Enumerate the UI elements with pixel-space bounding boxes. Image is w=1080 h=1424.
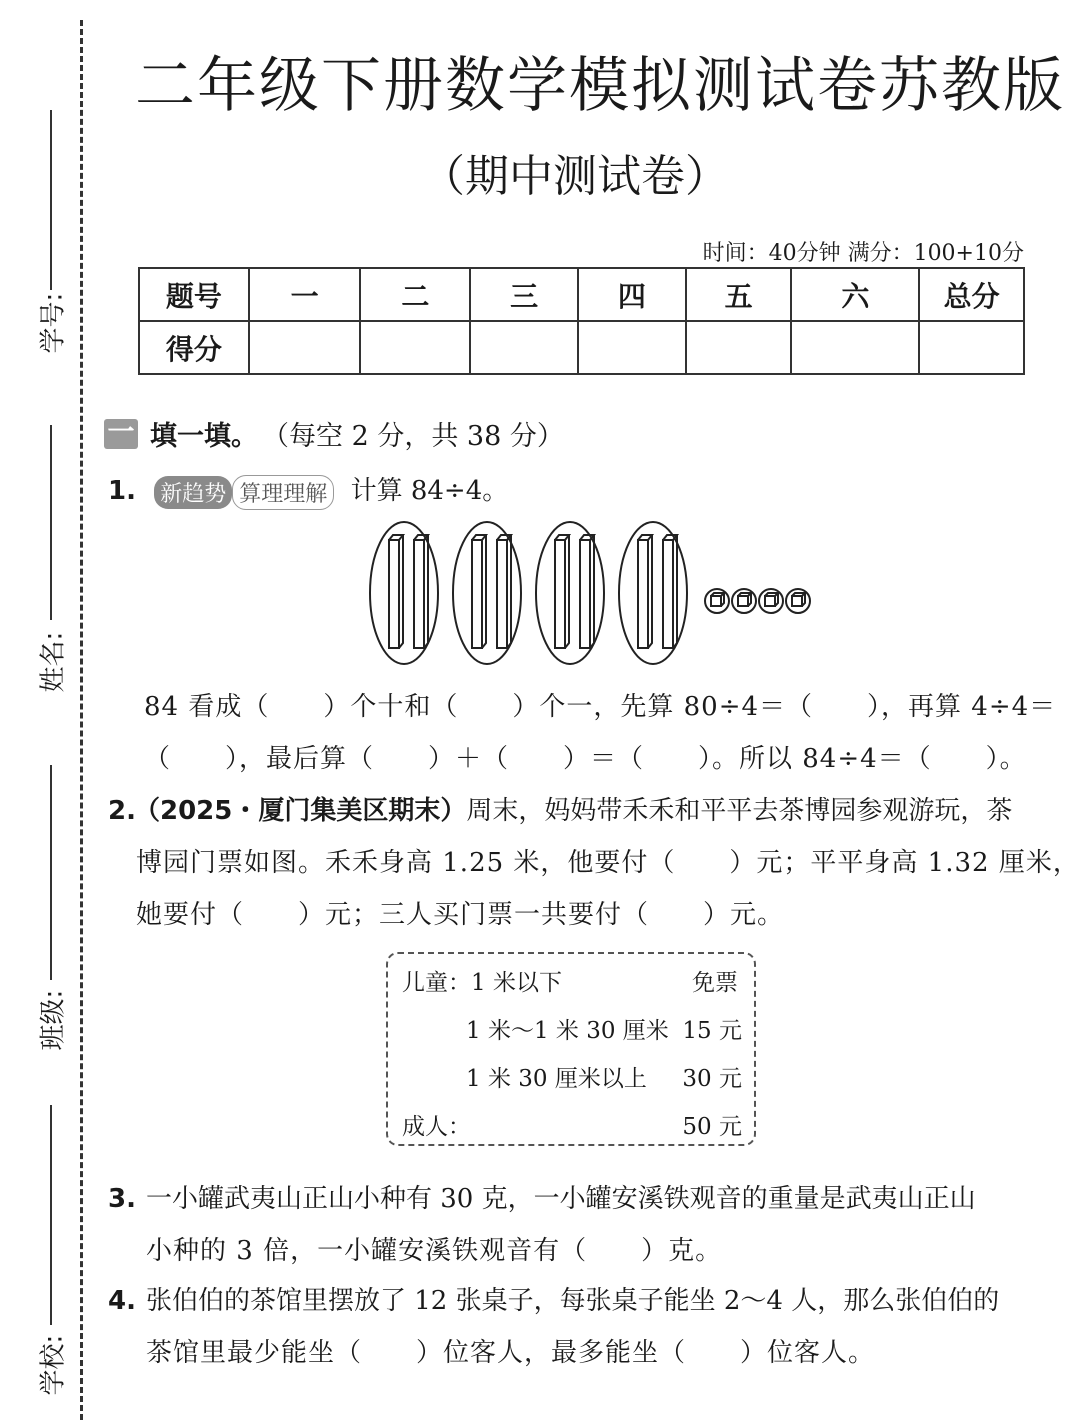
- ticket-row-price: 15 元: [682, 1018, 742, 1044]
- score-input-cell[interactable]: [470, 321, 578, 374]
- score-table-score-row: [139, 321, 1024, 374]
- section-badge: 一: [104, 419, 138, 449]
- place-value-figure: [360, 518, 830, 668]
- score-input-cell[interactable]: [249, 321, 361, 374]
- student-name-line: [50, 425, 52, 620]
- question-4-prompt: [108, 1280, 999, 1317]
- score-row-label: 得分: [139, 321, 249, 374]
- section-heading: [104, 414, 564, 453]
- score-table-header-row: [139, 268, 1024, 321]
- score-input-cell[interactable]: [686, 321, 792, 374]
- score-input-cell[interactable]: [360, 321, 470, 374]
- question-2-blank-line-3[interactable]: 她要付（ ）元；三人买门票一共要付（ ）元。: [136, 900, 785, 930]
- school-line: [50, 1105, 52, 1325]
- question-4-blank-line-2[interactable]: 茶馆里最少能坐（ ）位客人，最多能坐（ ）位客人。: [146, 1338, 876, 1368]
- score-input-cell[interactable]: [919, 321, 1024, 374]
- page-title: 二年级下册数学模拟测试卷苏教版: [135, 51, 1065, 121]
- question-3-blank-line-2[interactable]: 小种的 3 倍，一小罐安溪铁观音有（ ）克。: [146, 1236, 723, 1266]
- question-text: 一小罐武夷山正山小种有 30 克，一小罐安溪铁观音的重量是武夷山正山: [146, 1184, 976, 1214]
- student-id-field[interactable]: [30, 110, 70, 370]
- page-subtitle: （期中测试卷）: [421, 151, 729, 202]
- score-header-cell: 六: [791, 268, 919, 321]
- score-input-cell[interactable]: [578, 321, 686, 374]
- ticket-row-label: 1 米 30 厘米以上: [466, 1066, 647, 1092]
- tag-new-trend: 新趋势: [154, 476, 232, 509]
- ticket-price-box: [386, 952, 756, 1146]
- question-2-prompt: [108, 790, 1012, 827]
- ten-group-4: [619, 522, 687, 664]
- ticket-row-price: 免票: [692, 970, 738, 996]
- score-input-cell[interactable]: [791, 321, 919, 374]
- school-label: 学校:: [38, 1334, 69, 1396]
- ten-group-2: [453, 522, 521, 664]
- score-table: [138, 267, 1025, 375]
- score-header-cell: 一: [249, 268, 361, 321]
- time-score-info: 时间：40分钟 满分：100+10分: [702, 241, 1024, 266]
- question-3-prompt: [108, 1178, 976, 1215]
- question-text: 张伯伯的茶馆里摆放了 12 张桌子，每张桌子能坐 2～4 人，那么张伯伯的: [146, 1286, 1000, 1316]
- score-header-cell: 四: [578, 268, 686, 321]
- class-label: 班级:: [38, 989, 69, 1051]
- score-header-cell: 题号: [139, 268, 249, 321]
- question-1-blank-line-1[interactable]: 84 看成（ ）个十和（ ）个一，先算 80÷4＝（ ），再算 4÷4＝: [144, 692, 1057, 722]
- student-name-field[interactable]: [30, 425, 70, 705]
- question-number: 3.: [108, 1184, 136, 1214]
- question-1-blank-line-2[interactable]: （ ），最后算（ ）＋（ ）＝（ ）。所以 84÷4＝（ ）。: [144, 744, 1027, 774]
- question-text: 计算 84÷4。: [350, 476, 509, 506]
- question-text: 周末，妈妈带禾禾和平平去茶博园参观游玩，茶: [466, 796, 1013, 826]
- question-2-blank-line-2[interactable]: 博园门票如图。禾禾身高 1.25 米，他要付（ ）元；平平身高 1.32 厘米，: [136, 848, 1080, 878]
- question-number: 1.: [108, 476, 136, 506]
- binding-dashed-line: [80, 20, 83, 1420]
- class-field[interactable]: [30, 765, 70, 1065]
- question-1-prompt: [108, 470, 508, 510]
- student-id-line: [50, 110, 52, 290]
- score-header-cell: 二: [360, 268, 470, 321]
- score-header-cell: 五: [686, 268, 792, 321]
- score-header-cell: 总分: [919, 268, 1024, 321]
- ticket-row-label: 成人：: [402, 1114, 471, 1140]
- question-number: 2.: [108, 796, 136, 826]
- ticket-row-price: 50 元: [682, 1114, 742, 1140]
- section-note: （每空 2 分，共 38 分）: [262, 421, 564, 452]
- student-name-label: 姓名:: [38, 631, 69, 693]
- section-name: 填一填。: [150, 421, 258, 452]
- ticket-row-label: 儿童：1 米以下: [402, 970, 562, 996]
- unit-cubes: [705, 589, 810, 613]
- question-source: （2025・厦门集美区期末）: [134, 796, 467, 826]
- school-field[interactable]: [30, 1105, 70, 1405]
- student-id-label: 学号:: [38, 292, 69, 354]
- class-line: [50, 765, 52, 980]
- score-header-cell: 三: [470, 268, 578, 321]
- ticket-row-price: 30 元: [682, 1066, 742, 1092]
- question-number: 4.: [108, 1286, 136, 1316]
- ten-group-3: [536, 522, 604, 664]
- ticket-row-label: 1 米～1 米 30 厘米: [466, 1018, 669, 1044]
- ten-group-1: [370, 522, 438, 664]
- tag-arithmetic-understanding: 算理理解: [232, 475, 334, 510]
